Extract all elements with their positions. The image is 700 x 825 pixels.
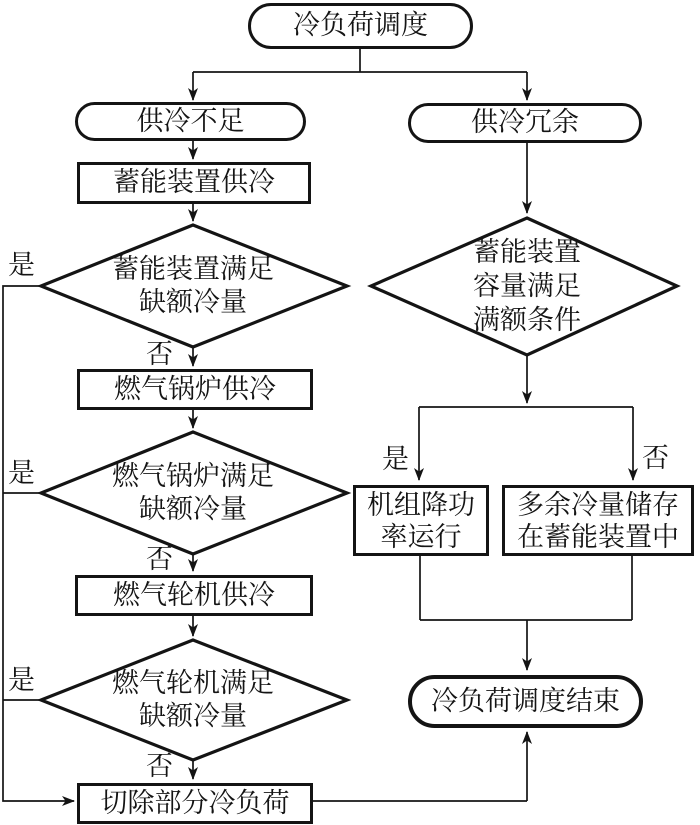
gas-boiler-meets-line1: 燃气锅炉满足 [112,461,274,491]
end-node [408,675,643,728]
gas-boiler-label: 燃气锅炉供冷 [114,373,276,404]
yes-label-boiler: 是 [8,458,35,488]
end-node-label: 冷负荷调度结束 [431,685,620,716]
derate-unit-step [353,485,489,556]
gas-turbine-meets-line2: 缺额冷量 [139,701,247,731]
yes-label-capacity: 是 [382,444,409,474]
shed-load-label: 切除部分冷负荷 [100,787,290,818]
yes-label-storage: 是 [8,250,35,280]
yes-label-turbine: 是 [8,665,35,695]
storage-capacity-line3: 满额条件 [473,305,581,335]
insufficient-supply-node [75,102,306,141]
gas-turbine-meets-line1: 燃气轮机满足 [112,668,274,698]
store-surplus-line1: 多余冷量储存 [517,489,679,520]
no-label-boiler: 否 [146,544,173,574]
storage-meets-decision-text [73,252,313,320]
storage-supply-label: 蓄能装置供冷 [113,167,275,198]
storage-capacity-line1: 蓄能装置 [473,237,581,267]
gas-boiler-meets-line2: 缺额冷量 [139,494,247,524]
surplus-supply-label: 供冷冗余 [471,107,579,138]
derate-unit-line2: 率运行 [380,521,462,552]
storage-meets-line1: 蓄能装置满足 [112,254,274,284]
storage-supply-step [77,162,311,204]
start-node-label: 冷负荷调度 [293,10,428,41]
start-node [248,3,473,49]
store-surplus-line2: 在蓄能装置中 [517,521,679,552]
gas-turbine-step [75,575,313,616]
storage-meets-line2: 缺额冷量 [139,287,247,317]
gas-turbine-label: 燃气轮机供冷 [113,579,275,610]
gas-turbine-decision-text [73,666,313,734]
storage-capacity-decision-text [427,234,627,338]
derate-unit-line1: 机组降功 [367,489,475,520]
storage-capacity-line2: 容量满足 [473,271,581,301]
gas-boiler-step [77,369,313,410]
store-surplus-step [502,485,694,556]
no-label-storage: 否 [146,339,173,369]
surplus-supply-node [408,103,642,143]
shed-load-step [77,783,313,824]
gas-boiler-decision-text [73,459,313,527]
insufficient-supply-label: 供冷不足 [136,105,245,136]
no-label-capacity: 否 [642,443,669,473]
no-label-turbine: 否 [146,751,173,781]
